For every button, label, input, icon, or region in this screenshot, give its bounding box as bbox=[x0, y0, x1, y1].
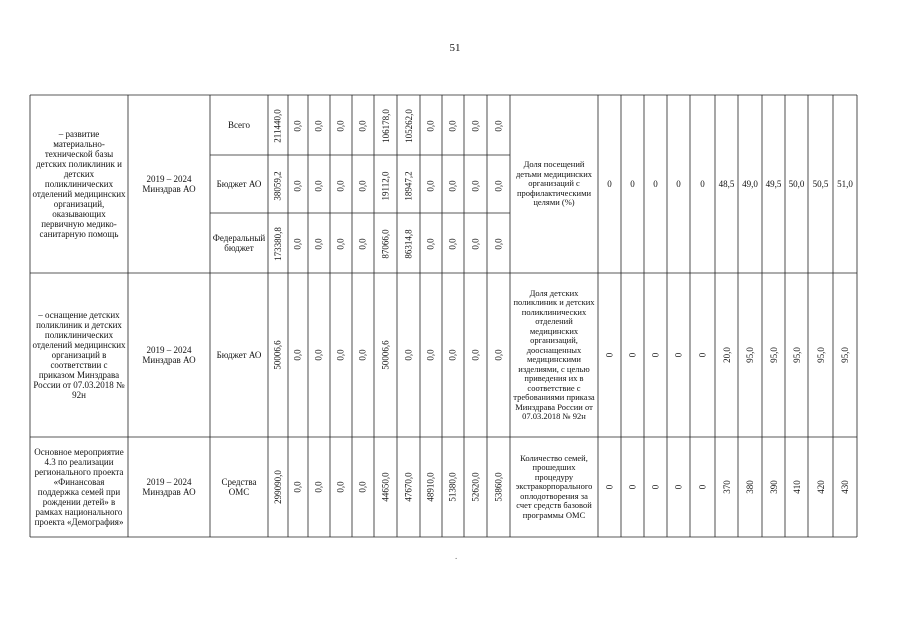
funding-value-text: 19112,0 bbox=[380, 171, 391, 201]
funding-value-text: 0,0 bbox=[470, 180, 481, 192]
funding-value bbox=[442, 273, 464, 437]
target-value-text: 0 bbox=[627, 484, 638, 490]
funding-value bbox=[464, 155, 487, 213]
funding-value bbox=[288, 273, 308, 437]
funding-value bbox=[288, 437, 308, 537]
funding-value-text: 0,0 bbox=[426, 180, 436, 192]
funding-value bbox=[330, 213, 352, 273]
funding-value-text: 106178,0 bbox=[380, 109, 391, 143]
row-period-text: 2019 – 2024 Минздрав АО bbox=[142, 174, 196, 194]
row-period-text: 2019 – 2024 Минздрав АО bbox=[142, 345, 196, 365]
row-period bbox=[128, 273, 210, 437]
funding-value-text: 173380,8 bbox=[273, 227, 283, 261]
target-value-text: 20,0 bbox=[721, 347, 732, 363]
funding-value-text: 0,0 bbox=[314, 120, 324, 132]
funding-value bbox=[420, 155, 442, 213]
indicator-text bbox=[510, 273, 598, 437]
target-value-text: 95,0 bbox=[840, 347, 850, 363]
target-value bbox=[644, 95, 667, 273]
funding-value-text: 48910,0 bbox=[426, 472, 436, 502]
funding-value bbox=[308, 155, 330, 213]
funding-value-text: 0,0 bbox=[448, 349, 458, 361]
funding-value bbox=[352, 273, 374, 437]
target-value bbox=[690, 437, 715, 537]
funding-source bbox=[210, 155, 268, 213]
indicator-text-text: Доля посещений детьми медицинских организаций с профилактическими целями (%) bbox=[515, 159, 592, 208]
funding-value-text: 0,0 bbox=[470, 349, 481, 361]
target-value bbox=[808, 273, 833, 437]
funding-value bbox=[487, 273, 510, 437]
funding-value bbox=[268, 95, 288, 155]
funding-source-text: Всего bbox=[227, 120, 251, 130]
target-value-text: 49,0 bbox=[742, 179, 758, 189]
funding-value-text: 0,0 bbox=[293, 238, 303, 250]
target-value-text: 0 bbox=[676, 179, 681, 189]
funding-value-text: 0,0 bbox=[426, 238, 436, 250]
funding-value-text: 52620,0 bbox=[470, 472, 481, 502]
funding-value bbox=[268, 155, 288, 213]
funding-value bbox=[442, 155, 464, 213]
target-value-text: 49,5 bbox=[765, 179, 782, 189]
target-value-text: 0 bbox=[650, 484, 661, 490]
funding-value-text: 0,0 bbox=[314, 180, 324, 192]
funding-value bbox=[420, 437, 442, 537]
target-value-text: 380 bbox=[745, 480, 755, 494]
funding-value-text: 0,0 bbox=[358, 180, 368, 192]
funding-source bbox=[210, 213, 268, 273]
row-period-text: 2019 – 2024 Минздрав АО bbox=[142, 477, 196, 497]
target-value bbox=[715, 95, 738, 273]
row-description-text: Основное мероприятие 4.3 по реализации регионального проекта «Финансовая поддержка семей при рождении детей» в рамках национального проекта «Демография» bbox=[34, 447, 124, 527]
target-value bbox=[738, 437, 762, 537]
funding-value-text: 53860,0 bbox=[493, 472, 504, 502]
funding-value bbox=[352, 437, 374, 537]
funding-value bbox=[330, 95, 352, 155]
funding-source-text: Бюджет АО bbox=[216, 179, 262, 189]
target-value-text: 95,0 bbox=[791, 347, 802, 363]
target-value bbox=[762, 273, 785, 437]
funding-value-text: 0,0 bbox=[293, 481, 303, 493]
row-description-text: – оснащение детских поликлиник и детских поликлинических отделений медицинских организаций в соответствии с приказом Минздрава России от 07.03.2018 № 92н bbox=[32, 310, 126, 400]
funding-value-text: 0,0 bbox=[336, 238, 346, 250]
funding-value-text: 0,0 bbox=[470, 120, 481, 132]
target-value-text: 0 bbox=[604, 352, 615, 358]
funding-value bbox=[420, 95, 442, 155]
funding-value bbox=[308, 213, 330, 273]
funding-value-text: 47670,0 bbox=[403, 472, 414, 502]
funding-value bbox=[442, 213, 464, 273]
target-value-text: 430 bbox=[840, 480, 850, 494]
funding-value-text: 0,0 bbox=[314, 238, 324, 250]
funding-value bbox=[374, 273, 397, 437]
funding-value bbox=[464, 273, 487, 437]
funding-value-text: 0,0 bbox=[293, 349, 303, 361]
funding-value bbox=[397, 213, 420, 273]
funding-value-text: 0,0 bbox=[293, 180, 303, 192]
target-value bbox=[833, 95, 857, 273]
target-value-text: 0 bbox=[697, 484, 708, 490]
target-value bbox=[667, 273, 690, 437]
funding-value-text: 211440,0 bbox=[273, 109, 284, 143]
target-value-text: 390 bbox=[768, 480, 779, 494]
funding-value bbox=[352, 213, 374, 273]
funding-value-text: 105262,0 bbox=[403, 109, 414, 143]
funding-value-text: 0,0 bbox=[336, 180, 346, 192]
target-value bbox=[785, 273, 808, 437]
row-period bbox=[128, 437, 210, 537]
funding-value bbox=[330, 155, 352, 213]
funding-value bbox=[420, 213, 442, 273]
target-value-text: 410 bbox=[791, 480, 802, 494]
target-value bbox=[785, 95, 808, 273]
funding-value-text: 50006,6 bbox=[273, 340, 283, 370]
funding-value-text: 0,0 bbox=[470, 238, 481, 250]
target-value-text: 95,0 bbox=[768, 347, 779, 363]
target-value bbox=[738, 95, 762, 273]
funding-value bbox=[374, 155, 397, 213]
funding-source-text: Бюджет АО bbox=[216, 350, 262, 360]
funding-value bbox=[464, 213, 487, 273]
target-value bbox=[738, 273, 762, 437]
funding-value bbox=[464, 95, 487, 155]
target-value-text: 0 bbox=[700, 179, 705, 189]
row-description bbox=[30, 95, 128, 273]
row-period bbox=[128, 95, 210, 273]
funding-value bbox=[288, 95, 308, 155]
funding-value-text: 299090,0 bbox=[273, 470, 283, 504]
funding-source-text: Средства ОМС bbox=[221, 477, 257, 497]
target-value-text: 420 bbox=[815, 480, 826, 494]
target-value bbox=[598, 95, 621, 273]
target-value-text: 50,0 bbox=[788, 179, 805, 189]
target-value bbox=[808, 95, 833, 273]
target-value bbox=[598, 273, 621, 437]
funding-value-text: 0,0 bbox=[358, 481, 368, 493]
target-value bbox=[598, 437, 621, 537]
funding-source bbox=[210, 273, 268, 437]
funding-value-text: 38059,2 bbox=[273, 171, 283, 201]
funding-value bbox=[308, 95, 330, 155]
target-value-text: 0 bbox=[697, 352, 708, 358]
funding-value-text: 86314,8 bbox=[403, 229, 414, 259]
funding-value-text: 0,0 bbox=[358, 238, 368, 250]
funding-value-text: 18947,2 bbox=[403, 171, 414, 201]
funding-value-text: 0,0 bbox=[448, 120, 458, 132]
funding-value-text: 0,0 bbox=[358, 349, 368, 361]
funding-value-text: 0,0 bbox=[403, 349, 414, 361]
funding-value-text: 0,0 bbox=[358, 120, 368, 132]
target-value-text: 0 bbox=[673, 352, 684, 358]
page-number: 51 bbox=[449, 42, 461, 54]
target-value-text: 95,0 bbox=[745, 347, 755, 363]
funding-value bbox=[487, 437, 510, 537]
funding-value bbox=[352, 95, 374, 155]
target-value bbox=[762, 95, 785, 273]
funding-value-text: 0,0 bbox=[314, 481, 324, 493]
funding-value bbox=[397, 273, 420, 437]
funding-value-text: 0,0 bbox=[493, 238, 504, 250]
target-value bbox=[785, 437, 808, 537]
target-value bbox=[715, 437, 738, 537]
funding-value bbox=[487, 155, 510, 213]
target-value-text: 0 bbox=[630, 179, 635, 189]
indicator-text bbox=[510, 95, 598, 273]
target-value-text: 0 bbox=[653, 179, 658, 189]
funding-value bbox=[308, 273, 330, 437]
funding-value-text: 0,0 bbox=[448, 238, 458, 250]
funding-value-text: 0,0 bbox=[314, 349, 324, 361]
funding-value-text: 0,0 bbox=[493, 349, 504, 361]
funding-value-text: 0,0 bbox=[426, 120, 436, 132]
target-value-text: 0 bbox=[627, 352, 638, 358]
funding-value bbox=[397, 155, 420, 213]
target-value-text: 95,0 bbox=[815, 347, 826, 363]
target-value bbox=[808, 437, 833, 537]
row-description-text: – развитие материально-технической базы детских поликлиник и детских поликлинических отделений медицинских организаций, оказывающих первичную медико-санитарную помощь bbox=[32, 129, 126, 239]
funding-value-text: 50006,6 bbox=[380, 340, 391, 370]
target-value-text: 50,5 bbox=[812, 179, 829, 189]
target-value-text: 51,0 bbox=[837, 179, 853, 189]
funding-value-text: 87066,0 bbox=[380, 229, 391, 259]
indicator-text-text: Количество семей, прошедших процедуру экстракорпорального оплодотворения за счет средств базовой программы ОМС bbox=[515, 452, 593, 520]
row-description bbox=[30, 437, 128, 537]
funding-value-text: 0,0 bbox=[293, 120, 303, 132]
funding-value bbox=[288, 213, 308, 273]
funding-value bbox=[374, 213, 397, 273]
funding-source bbox=[210, 437, 268, 537]
funding-value-text: 0,0 bbox=[448, 180, 458, 192]
funding-value bbox=[268, 213, 288, 273]
funding-value bbox=[330, 273, 352, 437]
funding-value bbox=[330, 437, 352, 537]
target-value bbox=[833, 437, 857, 537]
funding-value bbox=[268, 437, 288, 537]
target-value-text: 370 bbox=[721, 480, 732, 494]
target-value bbox=[621, 437, 644, 537]
target-value bbox=[644, 273, 667, 437]
target-value bbox=[715, 273, 738, 437]
funding-value-text: 0,0 bbox=[336, 349, 346, 361]
funding-value bbox=[374, 95, 397, 155]
funding-value bbox=[397, 437, 420, 537]
funding-value bbox=[308, 437, 330, 537]
scan-mark: . bbox=[455, 551, 458, 561]
funding-value bbox=[352, 155, 374, 213]
target-value bbox=[621, 95, 644, 273]
funding-value bbox=[397, 95, 420, 155]
funding-value bbox=[487, 213, 510, 273]
row-description bbox=[30, 273, 128, 437]
target-value bbox=[833, 273, 857, 437]
funding-value bbox=[442, 437, 464, 537]
funding-value bbox=[374, 437, 397, 537]
funding-value-text: 0,0 bbox=[336, 481, 346, 493]
target-value bbox=[621, 273, 644, 437]
funding-value-text: 44650,0 bbox=[380, 472, 391, 502]
funding-value bbox=[487, 95, 510, 155]
target-value bbox=[667, 95, 690, 273]
funding-value-text: 0,0 bbox=[426, 349, 436, 361]
funding-source-text: Федеральный бюджет bbox=[212, 233, 266, 253]
funding-value-text: 0,0 bbox=[493, 180, 504, 192]
funding-value bbox=[442, 95, 464, 155]
target-value-text: 48,5 bbox=[718, 179, 735, 189]
target-value-text: 0 bbox=[650, 352, 661, 358]
funding-source bbox=[210, 95, 268, 155]
target-value bbox=[690, 95, 715, 273]
funding-value bbox=[268, 273, 288, 437]
target-value bbox=[762, 437, 785, 537]
target-value-text: 0 bbox=[607, 179, 612, 189]
target-value-text: 0 bbox=[604, 484, 615, 490]
target-value bbox=[667, 437, 690, 537]
funding-value-text: 51380,0 bbox=[448, 472, 458, 502]
indicator-text bbox=[510, 437, 598, 537]
indicator-text-text: Доля детских поликлиник и детских поликлинических отделений медицинских организаций, дооснащенных медицинскими изделиями, с целью приведения их в соответствие с требованиями приказа Минздрава России от 07.03.2018 № 92н bbox=[513, 287, 595, 421]
funding-value-text: 0,0 bbox=[336, 120, 346, 132]
funding-value-text: 0,0 bbox=[493, 120, 504, 132]
target-value bbox=[690, 273, 715, 437]
target-value-text: 0 bbox=[673, 484, 684, 490]
funding-value bbox=[464, 437, 487, 537]
funding-value bbox=[288, 155, 308, 213]
target-value bbox=[644, 437, 667, 537]
funding-value bbox=[420, 273, 442, 437]
